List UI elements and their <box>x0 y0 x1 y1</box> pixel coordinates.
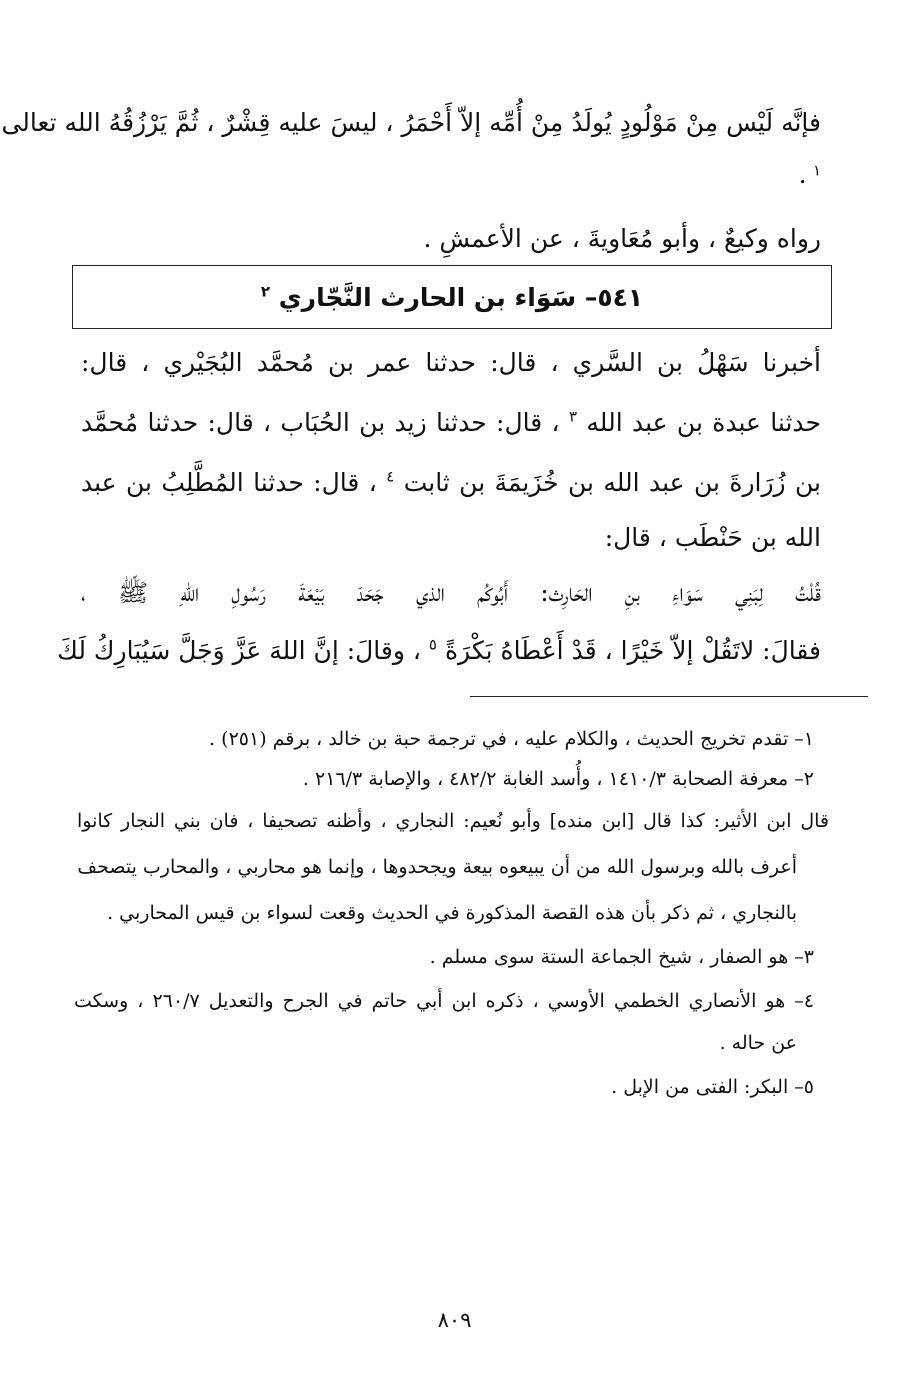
footnote-5-text: ٥– البكر: الفتى من الإبل . <box>611 1076 814 1098</box>
entry-title-text: ٥٤١– سَوَاء بن الحارث النَّجّاري <box>278 282 644 312</box>
footnote-ref-1: ١ <box>812 161 821 180</box>
footnote-1 <box>79 728 814 751</box>
footnote-ref-2: ٢ <box>260 282 271 301</box>
isnad-line-1-text: أخبرنا سَهْلُ بن السَّري ، قال: حدثنا عمر بن مُحمَّد البُجَيْري ، قال: <box>81 348 821 377</box>
hadith-line-2-part-b: ، وقالَ: إنَّ اللهَ عَزَّ وَجَلَّ سَيُبَارِكُ لَكَ <box>57 636 421 665</box>
footnote-1-text: ١– تقدم تخريج الحديث ، والكلام عليه ، في ترجمة حبة بن خالد ، برقم (٢٥١) . <box>209 728 814 750</box>
isnad-line-3-part-a: بن زُرَارةَ بن عبد الله بن خُزَيمَةَ بن ثابت <box>403 468 822 497</box>
hadith-line-2-part-a: فقالَ: لاتَقُلْ إلاّ خَيْرًا ، قَدْ أَعْطَاهُ بَكْرَةً <box>444 636 821 665</box>
footnote-5 <box>79 1076 814 1099</box>
hadith-line-1-text: قُلْتُ لِبَنِي سَوَاءِ بنِ الحَارِث: أَبُوكُم الذي جَحَدَ بَيْعَةَ رَسُولِ اللهِ ﷺ ، <box>81 578 821 607</box>
isnad-line-2-part-a: حدثنا عبدة بن عبد الله <box>586 408 821 437</box>
body-line-1-text: فإنَّه لَيْس مِنْ مَوْلُودٍ يُولَدُ مِنْ أُمِّه إلاّ أَحْمَرُ ، ليسَ عليه قِشْرٌ ، ثُمَّ يَرْزُقُهُ الله تعالى <box>1 108 821 137</box>
body-line-2 <box>81 224 821 254</box>
isnad-line-3-part-b: ، قال: حدثنا المُطَّلِبُ بن عبد <box>81 468 377 497</box>
footnote-4-line-2-text: عن حاله . <box>719 1032 797 1054</box>
footnote-4-line-2 <box>92 1032 797 1055</box>
footnote-3 <box>79 946 814 969</box>
isnad-line-1 <box>81 348 821 378</box>
footnote-2-text: ٢– معرفة الصحابة ١٤١٠/٣ ، وأُسد الغابة ٤٨٢/٢ ، والإصابة ٢١٦/٣ . <box>302 768 814 790</box>
hadith-line-1 <box>81 578 821 608</box>
entry-title <box>261 283 643 312</box>
entry-title-box <box>72 265 832 329</box>
footnote-ref-3: ٣ <box>568 407 578 426</box>
isnad-line-4 <box>81 523 821 553</box>
body-line-1 <box>1 108 821 138</box>
page-number: ٨٠٩ <box>437 1308 472 1332</box>
footnote-2-note-line-1 <box>77 810 829 833</box>
body-line-1-end: . <box>798 160 807 189</box>
footnote-ref-4: ٤ <box>386 467 395 486</box>
isnad-line-2-part-b: ، قال: حدثنا زيد بن الحُبَاب ، قال: حدثنا مُحمَّد <box>81 408 560 437</box>
body-line-2-text: رواه وكيعٌ ، وأبو مُعَاويةَ ، عن الأعمشِ . <box>423 224 821 253</box>
isnad-line-4-text: الله بن حَنْطَب ، قال: <box>604 523 821 552</box>
footnote-separator <box>470 696 868 697</box>
footnote-2-note-line-2 <box>77 856 797 879</box>
footnote-4-line-1 <box>74 990 814 1013</box>
footnote-2-note-line-3-text: بالنجاري ، ثم ذكر بأن هذه القصة المذكورة في الحديث وقعت لسواء بن قيس المحاربي . <box>107 902 797 924</box>
footnote-2-note-line-1-text: قال ابن الأثير: كذا قال [ابن منده] وأبو نُعيم: النجاري ، وأظنه تصحيفا ، فان بني النجار كانوا <box>77 810 829 832</box>
hadith-line-2 <box>57 635 821 666</box>
footnote-3-text: ٣– هو الصفار ، شيخ الجماعة الستة سوى مسلم . <box>429 946 814 968</box>
footnote-4-line-1-text: ٤– هو الأنصاري الخطمي الأوسي ، ذكره ابن أبي حاتم في الجرح والتعديل ٢٦٠/٧ ، وسكت <box>74 990 814 1012</box>
footnote-ref-5: ٥ <box>428 635 437 654</box>
footnote-2-note-line-2-text: أعرف بالله وبرسول الله من أن يبيعوه بيعة ويجحدوها ، وإنما هو محاربي ، والمحارب يتصحف <box>77 856 797 878</box>
body-line-1-continuation <box>799 160 821 189</box>
footnote-2-note-line-3 <box>92 902 797 925</box>
isnad-line-3 <box>81 468 821 498</box>
isnad-line-2 <box>81 408 821 438</box>
footnote-2 <box>79 768 814 791</box>
